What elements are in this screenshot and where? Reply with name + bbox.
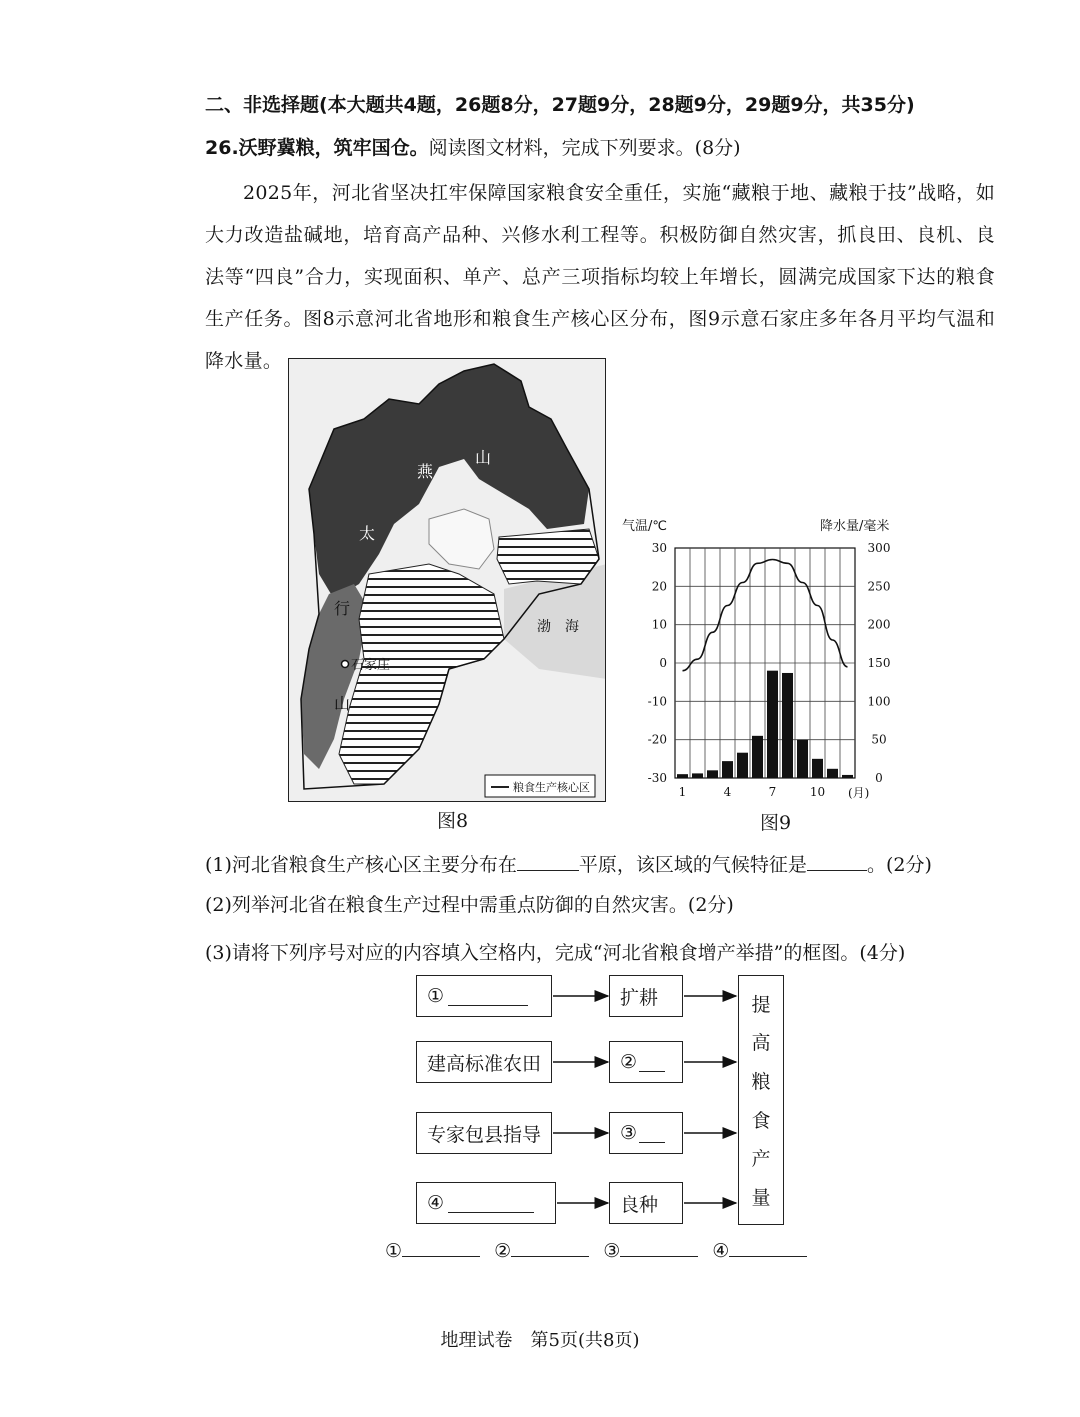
sub-question-2: (2)列举河北省在粮食生产过程中需重点防御的自然灾害。(2分) xyxy=(205,894,734,916)
question-title-bold: 26.沃野冀粮，筑牢国仓。 xyxy=(205,137,429,159)
flow-box-1[interactable] xyxy=(416,975,552,1017)
answer-blank-4[interactable] xyxy=(729,1238,807,1257)
precip-tick-label: 50 xyxy=(871,732,887,747)
label-yan: 燕 xyxy=(417,462,434,481)
answer-blank-2[interactable] xyxy=(511,1238,589,1257)
precip-bar xyxy=(692,773,703,778)
precip-bar xyxy=(722,761,733,778)
temp-tick-label: -20 xyxy=(647,732,667,747)
precip-bar xyxy=(767,671,778,778)
precip-tick-label: 250 xyxy=(867,579,891,594)
left-axis-label: 气温/℃ xyxy=(622,519,667,534)
result-char-6: 量 xyxy=(751,1187,771,1210)
q1-part-b: 平原，该区域的气候特征是 xyxy=(578,854,807,876)
answer-blank-3[interactable] xyxy=(620,1238,698,1257)
answer-label-4: ④ xyxy=(712,1240,730,1262)
flow-mid-2-label: ② xyxy=(620,1051,638,1073)
q1-blank-2[interactable] xyxy=(807,852,867,871)
result-char-3: 粮 xyxy=(751,1071,771,1094)
flow-box-1-blank xyxy=(448,987,528,1006)
sub-question-1 xyxy=(205,850,932,877)
answer-label-3: ③ xyxy=(603,1240,621,1262)
flow-box-2 xyxy=(416,1041,552,1083)
material-paragraph: 2025年，河北省坚决扛牢保障国家粮食安全重任，实施“藏粮于地、藏粮于技”战略，如大力改造盐碱地，培育高产品种、兴修水利工程等。积极防御自然灾害，抓良田、良机、良法等“四良”合力，实现面积、单产、总产三项指标均较上年增长，圆满完成国家下达的粮食生产任务。图8示意河北省地形和粮食生产核心区分布，图9示意石家庄多年各月平均气温和降水量。 xyxy=(205,182,995,372)
precip-bar xyxy=(782,673,793,778)
temp-tick-label: 0 xyxy=(659,656,667,670)
right-axis-label: 降水量/毫米 xyxy=(820,519,890,534)
precip-bar xyxy=(797,740,808,778)
hebei-map-svg xyxy=(289,359,606,802)
month-tick-label: 1 xyxy=(678,785,687,799)
answer-label-1: ① xyxy=(385,1240,403,1262)
q1-part-c: 。(2分) xyxy=(866,854,932,876)
shijiazhuang-dot xyxy=(342,661,349,668)
answer-blank-1[interactable] xyxy=(402,1238,480,1257)
result-char-2: 高 xyxy=(751,1032,771,1055)
month-tick-label: 4 xyxy=(723,785,732,799)
question-title xyxy=(205,133,741,160)
x-unit-label: (月) xyxy=(848,786,870,800)
flow-box-2-label: 建高标准农田 xyxy=(427,1052,542,1075)
flow-box-3 xyxy=(416,1112,552,1154)
label-tai: 太 xyxy=(359,524,376,543)
q1-blank-1[interactable] xyxy=(517,852,579,871)
label-hang: 行 xyxy=(334,599,351,618)
label-shan-1: 山 xyxy=(475,448,492,467)
precip-bar xyxy=(737,753,748,778)
precip-bar xyxy=(752,736,763,778)
flow-box-4-blank xyxy=(448,1194,534,1213)
result-char-5: 产 xyxy=(751,1148,771,1171)
precip-bar xyxy=(842,775,853,778)
temp-tick-label: -30 xyxy=(647,771,667,785)
legend-hatch-icon xyxy=(491,780,509,792)
chart-grid xyxy=(675,548,855,778)
flow-result-box xyxy=(738,975,784,1225)
precip-bar xyxy=(677,774,688,778)
label-shijiazhuang: 石家庄 xyxy=(351,658,391,673)
temp-tick-label: -10 xyxy=(647,694,667,709)
section-title: 二、非选择题(本大题共4题，26题8分，27题9分，28题9分，29题9分，共35分) xyxy=(205,94,915,116)
precip-bar xyxy=(812,759,823,778)
precip-tick-label: 300 xyxy=(867,541,891,555)
answer-blanks xyxy=(385,1238,807,1262)
temp-tick-label: 10 xyxy=(651,617,667,632)
flow-box-3-label: 专家包县指导 xyxy=(427,1123,542,1146)
precip-bar xyxy=(827,769,838,778)
flow-mid-3-label: ③ xyxy=(620,1122,638,1144)
hebei-map xyxy=(288,358,606,802)
q1-part-a: (1)河北省粮食生产核心区主要分布在 xyxy=(205,854,517,876)
page-footer: 地理试卷 第5页(共8页) xyxy=(440,1330,640,1351)
label-shan-2: 山 xyxy=(334,694,351,713)
flow-box-4-label: ④ xyxy=(427,1192,445,1214)
precip-tick-label: 0 xyxy=(875,771,883,785)
question-title-rest: 阅读图文材料，完成下列要求。(8分) xyxy=(428,137,741,159)
result-char-1: 提 xyxy=(751,993,771,1016)
flow-box-1-label: ① xyxy=(427,985,445,1007)
temp-tick-label: 20 xyxy=(651,579,667,594)
figure-9-caption: 图9 xyxy=(760,812,792,834)
sub-question-3: (3)请将下列序号对应的内容填入空格内，完成“河北省粮食增产举措”的框图。(4分) xyxy=(205,942,906,964)
precip-bar xyxy=(707,770,718,778)
answer-label-2: ② xyxy=(494,1240,512,1262)
precip-tick-label: 200 xyxy=(867,617,891,632)
flow-box-4[interactable] xyxy=(416,1182,556,1224)
legend-label: 粮食生产核心区 xyxy=(513,781,590,794)
month-tick-label: 7 xyxy=(768,785,777,799)
grain-core-area-north xyxy=(497,529,599,584)
figure-8-caption: 图8 xyxy=(437,810,469,832)
flow-mid-4-label: 良种 xyxy=(620,1193,659,1216)
precip-tick-label: 100 xyxy=(867,694,891,709)
result-char-4: 食 xyxy=(751,1109,771,1132)
label-bohai: 渤 海 xyxy=(537,619,579,635)
flow-mid-1-label: 扩耕 xyxy=(620,986,659,1009)
precip-tick-label: 150 xyxy=(867,656,891,670)
flow-arrows xyxy=(550,975,740,1225)
climate-chart xyxy=(620,510,910,800)
month-tick-label: 10 xyxy=(809,785,826,799)
temp-tick-label: 30 xyxy=(651,541,667,555)
